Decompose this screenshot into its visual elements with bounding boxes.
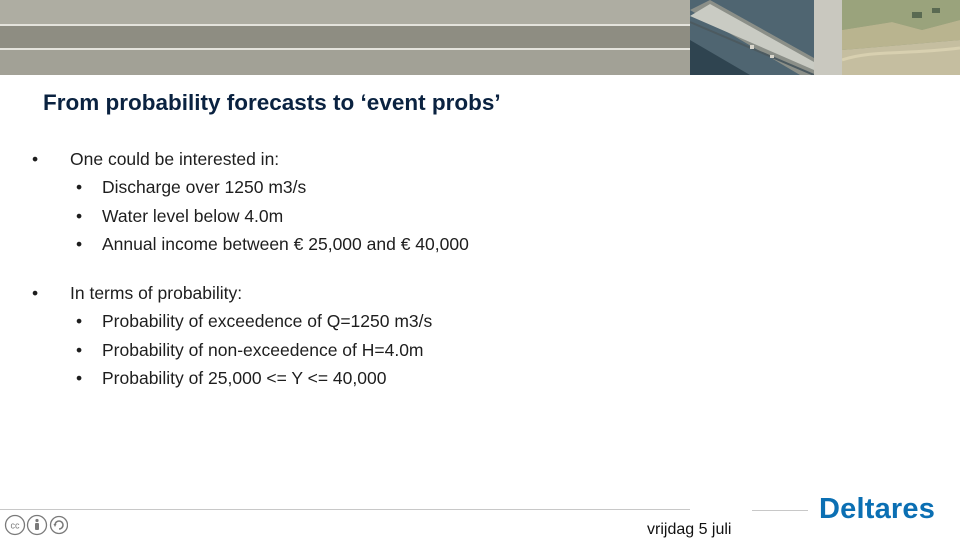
sub-bullet-text: Annual income between € 25,000 and € 40,000 — [102, 234, 469, 255]
bullet-text: In terms of probability: — [70, 283, 243, 304]
bridge-aerial-photo — [690, 0, 814, 75]
bullet-dot: • — [76, 368, 83, 389]
sub-bullet-text: Probability of 25,000 <= Y <= 40,000 — [102, 368, 387, 389]
bullet-text: One could be interested in: — [70, 149, 280, 169]
bullet-item — [30, 279, 910, 307]
sub-bullet-item — [30, 230, 910, 259]
bullet-dot: • — [76, 311, 83, 332]
header-stripe — [0, 50, 690, 75]
sub-bullet-text: Probability of non-exceedence of H=4.0m — [102, 339, 424, 360]
bullet-dot: • — [32, 149, 39, 169]
bullet-group — [30, 279, 910, 393]
coastline-aerial-photo — [842, 0, 960, 75]
header-stripe — [0, 0, 690, 24]
header-stripe — [0, 26, 690, 48]
sub-bullet-item — [30, 307, 910, 336]
bullet-item — [30, 145, 910, 173]
bullet-dot: • — [32, 283, 39, 304]
sub-bullet-text: Discharge over 1250 m3/s — [102, 177, 307, 197]
bullet-dot: • — [76, 234, 83, 255]
bullet-dot: • — [76, 205, 83, 226]
logo-divider — [752, 510, 808, 511]
bullet-dot: • — [76, 339, 83, 360]
sub-bullet-text: Probability of exceedence of Q=1250 m3/s — [102, 311, 433, 332]
slide-title: From probability forecasts to ‘event probs’ — [43, 90, 501, 115]
footer-date: vrijdag 5 juli — [647, 521, 732, 538]
footer-divider — [0, 509, 690, 510]
header-band — [0, 0, 960, 75]
sub-bullet-item — [30, 173, 910, 202]
svg-text:cc: cc — [10, 520, 20, 531]
slide-content — [30, 145, 910, 413]
photo-gap — [814, 0, 842, 75]
sub-bullet-item — [30, 364, 910, 393]
sub-bullet-item — [30, 202, 910, 231]
bullet-dot: • — [76, 177, 83, 197]
bullet-group — [30, 145, 910, 259]
creative-commons-by-sa-icon — [4, 514, 68, 536]
sub-bullet-text: Water level below 4.0m — [102, 205, 284, 226]
deltares-logo: Deltares — [819, 493, 936, 525]
sub-bullet-item — [30, 336, 910, 365]
